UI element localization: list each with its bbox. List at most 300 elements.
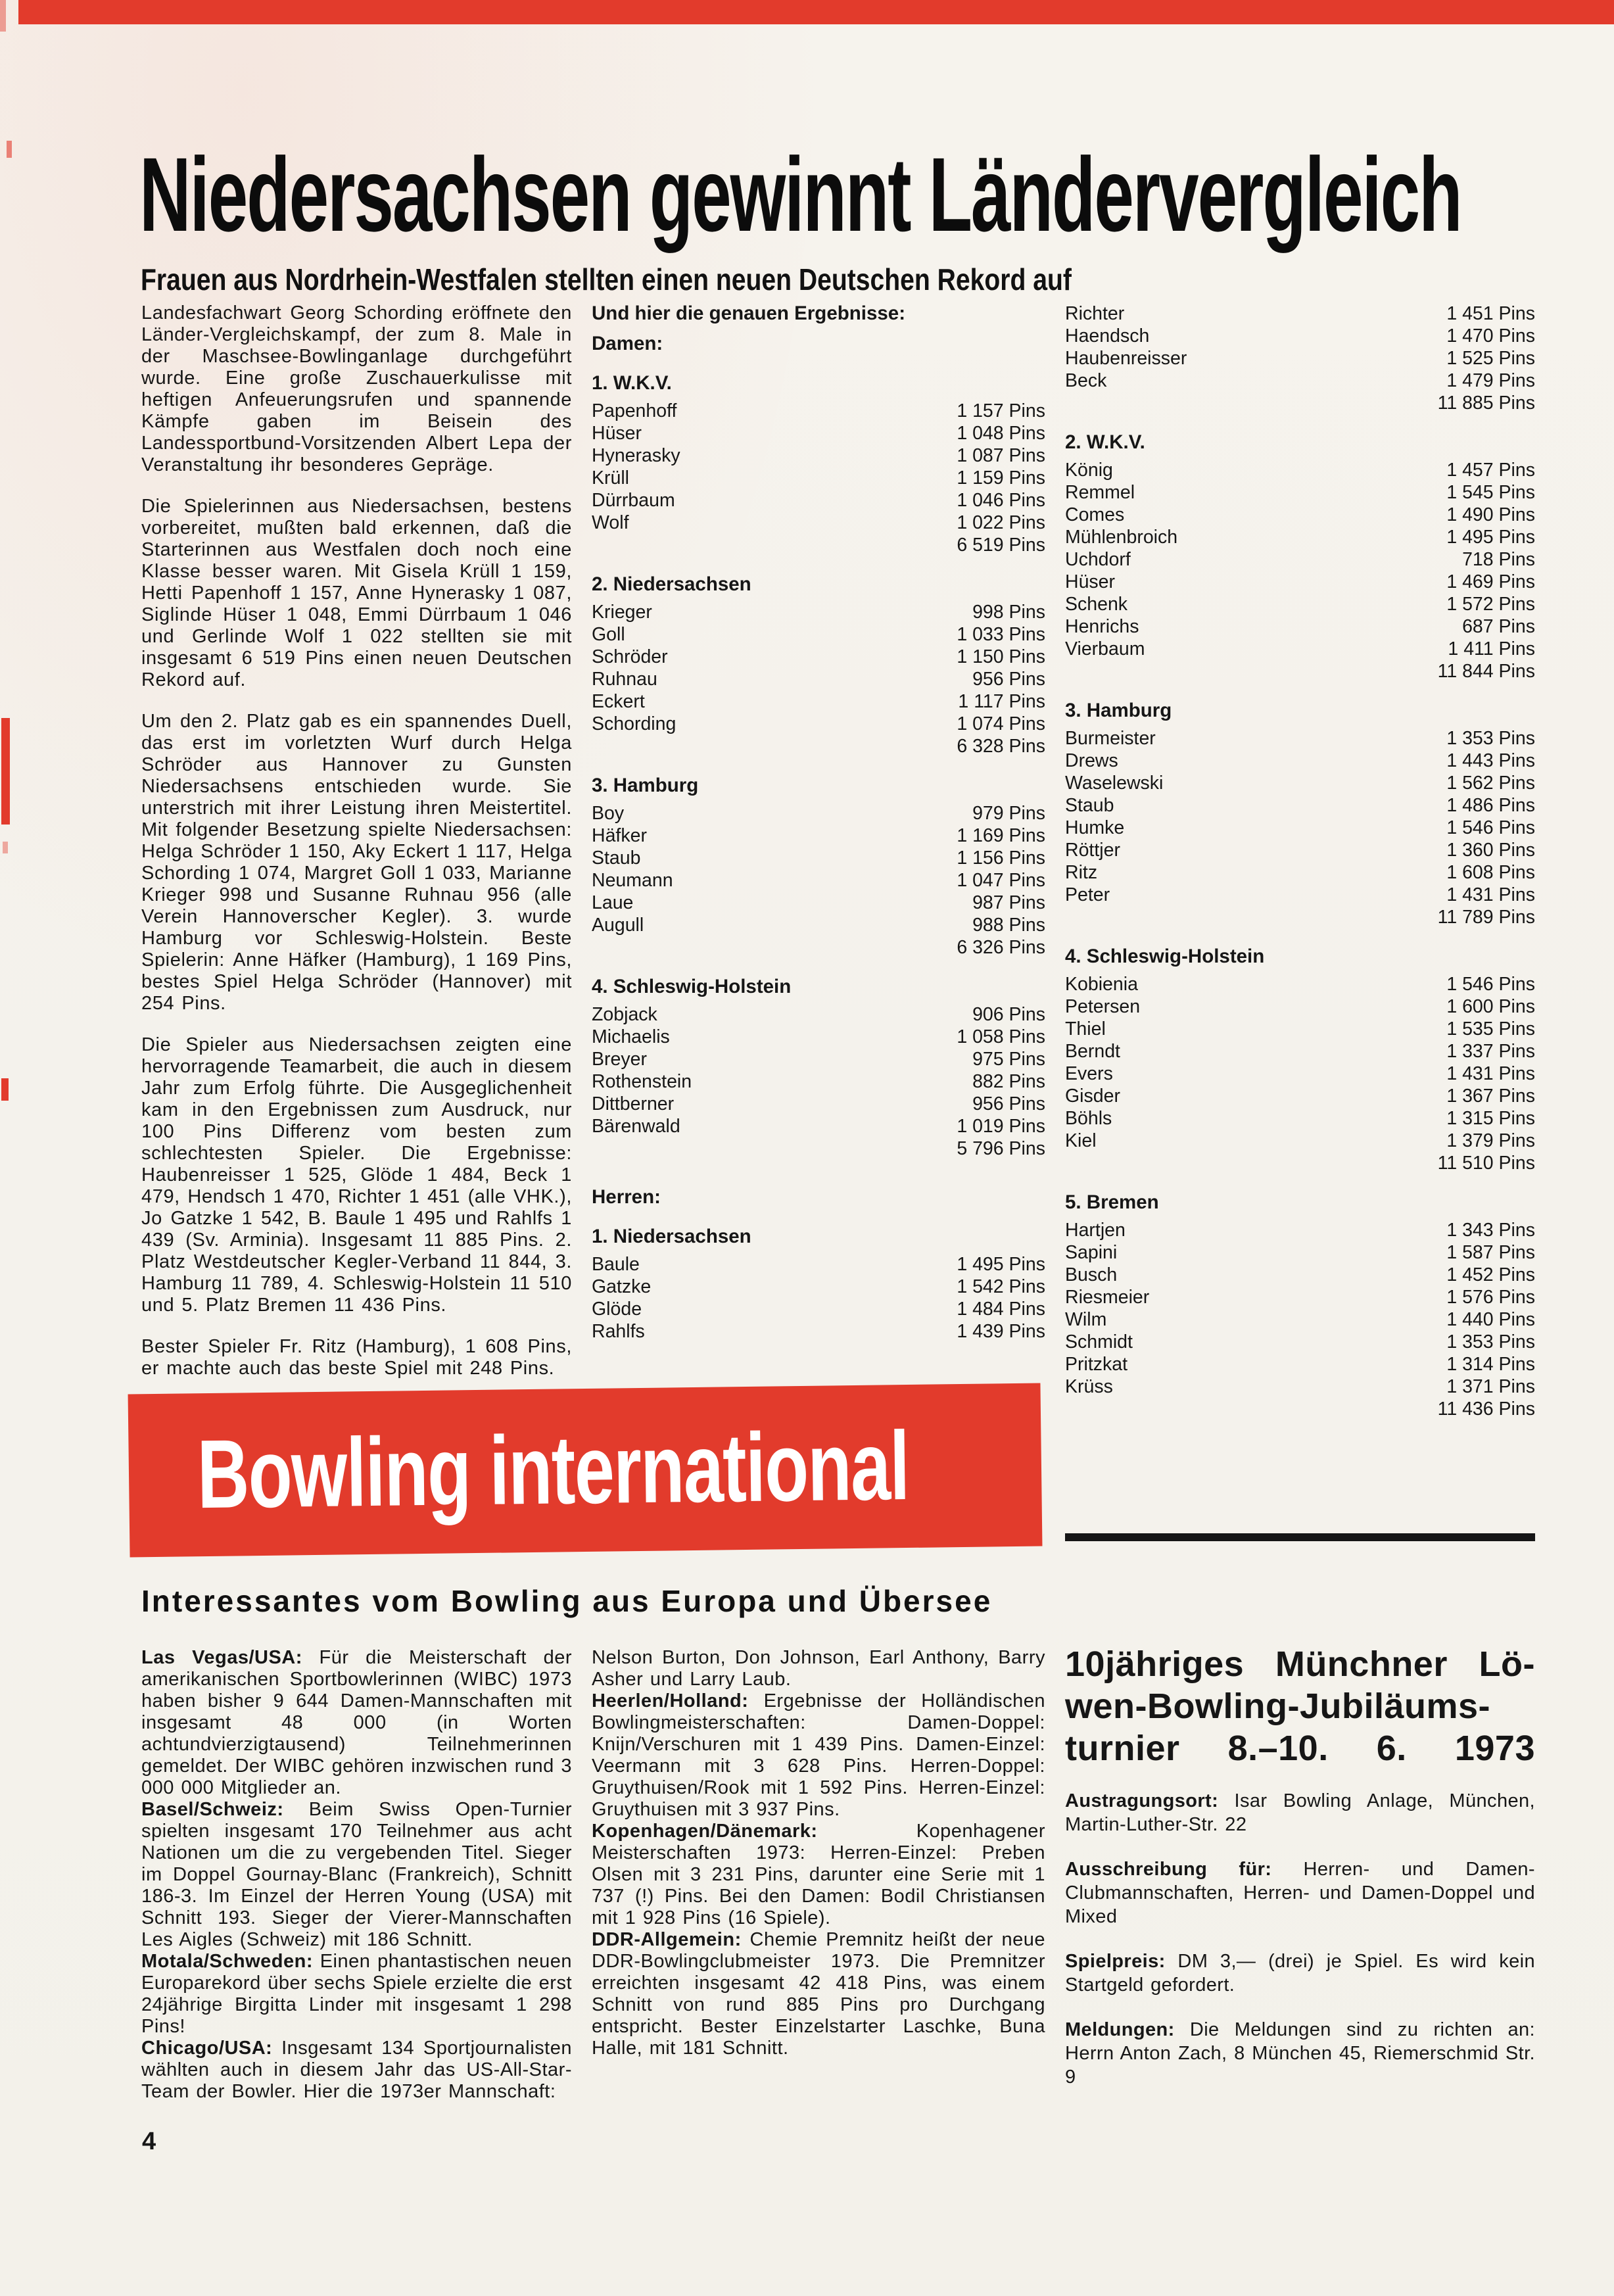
player-name: Krieger <box>592 602 652 623</box>
result-section <box>592 775 1045 959</box>
player-pins: 1 047 Pins <box>957 870 1045 891</box>
player-pins: 1 411 Pins <box>1448 638 1535 659</box>
news-text: Einen phantastischen neuen Europarekord über sechs Spiele erzielte die erst 24jährige Birgitta Linder mit insgesamt 1 298 Pins! <box>141 1951 572 2037</box>
result-row <box>1065 861 1535 884</box>
player-pins: 687 Pins <box>1462 616 1535 637</box>
result-row <box>592 668 1045 690</box>
team-total: 11 510 Pins <box>1437 1153 1535 1174</box>
result-row <box>592 1115 1045 1137</box>
news-item <box>592 1647 1045 1690</box>
player-pins: 1 608 Pins <box>1446 862 1535 883</box>
info-text: Isar Bowling Anlage, München, Martin-Luther-Str. 22 <box>1065 1790 1535 1835</box>
result-row <box>592 646 1045 668</box>
result-section <box>592 976 1045 1160</box>
tournament-heading <box>1065 1643 1535 1769</box>
result-row <box>1065 839 1535 861</box>
result-section-title: 4. Schleswig-Holstein <box>592 976 792 997</box>
result-row <box>1065 1063 1535 1085</box>
team-total: 11 885 Pins <box>1437 393 1535 414</box>
result-rows <box>1065 727 1535 906</box>
news-text: Kopenhagener Meisterschaften 1973: Herren-Einzel: Preben Olsen mit 3 231 Pins, darunter eine Serie mit 1 737 (!) Pins. Bei den Damen: Bodil Christiansen mit 1 928 Pins (16 Spiele). <box>592 1821 1045 1928</box>
player-name: Ruhnau <box>592 669 657 690</box>
result-row <box>1065 504 1535 526</box>
player-pins: 1 542 Pins <box>957 1276 1045 1297</box>
result-section-title: 1. W.K.V. <box>592 372 672 394</box>
info-label: Ausschreibung für: <box>1065 1859 1272 1880</box>
player-pins: 1 337 Pins <box>1446 1041 1535 1062</box>
result-row <box>592 869 1045 892</box>
result-row <box>592 802 1045 825</box>
player-pins: 1 587 Pins <box>1446 1242 1535 1263</box>
result-row <box>1065 1018 1535 1040</box>
player-pins: 1 576 Pins <box>1446 1287 1535 1308</box>
player-pins: 1 314 Pins <box>1446 1354 1535 1375</box>
player-name: Schording <box>592 713 676 734</box>
left-red-border-segment <box>7 141 12 158</box>
results-section <box>141 302 1535 1420</box>
player-pins: 1 490 Pins <box>1446 504 1535 525</box>
player-name: Thiel <box>1065 1018 1106 1040</box>
player-name: Schröder <box>592 646 668 667</box>
result-row <box>1065 1107 1535 1130</box>
info-text: Herren- und Damen-Clubmannschaften, Herren- und Damen-Doppel und Mixed <box>1065 1859 1535 1927</box>
tournament-info-item <box>1065 1857 1535 1928</box>
player-pins: 1 353 Pins <box>1446 728 1535 749</box>
player-pins: 718 Pins <box>1462 549 1535 570</box>
result-row <box>1065 459 1535 481</box>
results-column-right <box>1065 302 1535 1420</box>
news-item <box>592 1929 1045 2059</box>
result-row <box>1065 750 1535 772</box>
player-name: Evers <box>1065 1063 1113 1084</box>
article-body-column <box>141 302 572 1420</box>
result-row <box>592 400 1045 422</box>
damen-sections <box>592 372 1045 1160</box>
result-row <box>1065 302 1535 325</box>
result-row <box>592 1048 1045 1070</box>
result-section <box>1065 431 1535 682</box>
player-pins: 1 546 Pins <box>1446 817 1535 838</box>
player-pins: 1 452 Pins <box>1446 1264 1535 1285</box>
player-pins: 1 479 Pins <box>1446 370 1535 391</box>
dateline: Basel/Schweiz: <box>141 1799 284 1820</box>
player-pins: 1 117 Pins <box>958 691 1045 712</box>
result-section-title: 1. Niedersachsen <box>592 1226 751 1247</box>
team-total: 11 844 Pins <box>1437 661 1535 682</box>
result-row <box>1065 1308 1535 1331</box>
result-row <box>1065 638 1535 660</box>
info-label: Meldungen: <box>1065 2019 1175 2040</box>
result-row <box>592 892 1045 914</box>
subheadline: Frauen aus Nordrhein-Westfalen stellten einen neuen Deutschen Rekord auf <box>141 262 1072 297</box>
result-row <box>1065 1331 1535 1353</box>
dateline: Kopenhagen/Dänemark: <box>592 1821 818 1842</box>
player-name: Waselewski <box>1065 773 1164 794</box>
player-name: Riesmeier <box>1065 1287 1150 1308</box>
top-red-border <box>18 0 1614 24</box>
player-name: Staub <box>1065 795 1114 816</box>
result-section-title: 3. Hamburg <box>1065 700 1172 721</box>
player-pins: 1 367 Pins <box>1446 1086 1535 1107</box>
player-name: Beck <box>1065 370 1107 391</box>
player-name: Haubenreisser <box>1065 348 1187 369</box>
player-pins: 1 019 Pins <box>957 1116 1045 1137</box>
player-pins: 1 022 Pins <box>957 512 1045 533</box>
result-section-title: 5. Bremen <box>1065 1191 1159 1213</box>
team-total: 6 328 Pins <box>957 736 1045 757</box>
result-row <box>592 601 1045 623</box>
player-name: Hynerasky <box>592 445 680 466</box>
dateline: DDR-Allgemein: <box>592 1929 742 1950</box>
article-paragraph: Landesfachwart Georg Schording eröffnete den Länder-Vergleichskampf, der zum 8. Male in der Maschsee-Bowlinganlage durchgeführt wurde. Eine große Zuschauerkulisse mit heftigen Anfeuerungsrufen und spannende Kämpfe gaben im Beisein des Landessportbund-Vorsitzenden Albert Lepa der Veranstaltung ihr besonderes Gepräge. <box>141 302 572 475</box>
result-row <box>592 1298 1045 1320</box>
player-name: Pritzkat <box>1065 1354 1128 1375</box>
news-column-2 <box>592 1647 1045 2110</box>
player-pins: 1 443 Pins <box>1446 750 1535 771</box>
result-row <box>1065 884 1535 906</box>
player-name: Sapini <box>1065 1242 1118 1263</box>
result-rows <box>592 601 1045 735</box>
left-red-border-segment <box>1 718 10 825</box>
player-name: Peter <box>1065 884 1110 905</box>
player-pins: 1 074 Pins <box>957 713 1045 734</box>
result-row <box>1065 370 1535 392</box>
player-name: Hartjen <box>1065 1220 1126 1241</box>
international-section <box>141 1644 1535 2110</box>
headline: Niedersachsen gewinnt Ländervergleich <box>139 135 1461 253</box>
article-paragraph: Bester Spieler Fr. Ritz (Hamburg), 1 608 Pins, er machte auch das beste Spiel mit 248 Pins. <box>141 1336 572 1379</box>
result-row <box>1065 973 1535 995</box>
result-row <box>592 1093 1045 1115</box>
result-row <box>592 467 1045 489</box>
player-pins: 906 Pins <box>972 1004 1045 1025</box>
info-text: Die Meldungen sind zu richten an: Herrn Anton Zach, 8 München 45, Riemerschmid Str. 9 <box>1065 2019 1535 2088</box>
player-pins: 1 546 Pins <box>1446 974 1535 995</box>
result-row <box>592 690 1045 713</box>
player-name: Schenk <box>1065 594 1128 615</box>
dateline: Las Vegas/USA: <box>141 1647 302 1668</box>
article-paragraph: Die Spielerinnen aus Niedersachsen, bestens vorbereitet, mußten bald erkennen, daß die Starterinnen aus Westfalen doch noch eine Klasse besser waren. Mit Gisela Krüll 1 159, Hetti Papenhoff 1 157, Anne Hynerasky 1 087, Siglinde Hüser 1 048, Emmi Dürrbaum 1 046 und Gerlinde Wolf 1 022 stellten sie mit insgesamt 6 519 Pins einen neuen Deutschen Rekord auf. <box>141 496 572 690</box>
tournament-heading-line: turnier 8.–10. 6. 1973 <box>1065 1729 1535 1768</box>
result-section <box>592 573 1045 757</box>
info-label: Spielpreis: <box>1065 1951 1166 1972</box>
banner-title: Bowling international <box>197 1411 910 1529</box>
player-name: Kobienia <box>1065 974 1138 995</box>
player-name: Rahlfs <box>592 1321 645 1342</box>
player-pins: 1 048 Pins <box>957 423 1045 444</box>
result-rows <box>1065 302 1535 392</box>
player-name: Gisder <box>1065 1086 1120 1107</box>
player-name: Krüll <box>592 467 630 489</box>
news-text: Chemie Premnitz heißt der neue DDR-Bowlingclubmeister 1973. Die Premnitzer erreichten insgesamt 42 418 Pins, was einem Schnitt von rund 885 Pins pro Durchgang entspricht. Bester Einzelstarter Laschke, Buna Halle, mit 181 Schnitt. <box>592 1929 1045 2059</box>
tournament-heading-line: 10jähriges Münchner Lö- <box>1065 1644 1535 1684</box>
news-text: Insgesamt 134 Sportjournalisten wählten auch in diesem Jahr das US-All-Star-Team der Bowler. Hier die 1973er Mannschaft: <box>141 2038 572 2102</box>
player-pins: 1 343 Pins <box>1446 1220 1535 1241</box>
player-pins: 1 360 Pins <box>1446 840 1535 861</box>
player-pins: 1 572 Pins <box>1446 594 1535 615</box>
news-item <box>141 1951 572 2038</box>
result-row <box>1065 1040 1535 1063</box>
news-item <box>592 1690 1045 1821</box>
article-paragraph: Die Spieler aus Niedersachsen zeigten eine hervorragende Teamarbeit, die auch in diesem Jahr zum Erfolg führte. Die Ausgeglichenheit kam in den Ergebnissen zum Ausdruck, nur 100 Pins Differenz vom besten zum schlechtesten Spieler. Die Ergebnisse: Haubenreisser 1 525, Glöde 1 484, Beck 1 479, Hendsch 1 470, Richter 1 451 (alle VHK.), Jo Gatzke 1 542, B. Baule 1 495 und Rahlfs 1 439 (Sv. Arminia). Insgesamt 11 885 Pins. 2. Platz Westdeutscher Kegler-Verband 11 844, 3. Hamburg 11 789, 4. Schleswig-Holstein 11 510 und 5. Platz Bremen 11 436 Pins. <box>141 1034 572 1316</box>
results-intro: Und hier die genauen Ergebnisse: <box>592 302 906 324</box>
player-pins: 1 353 Pins <box>1446 1331 1535 1352</box>
divider-rule <box>1065 1533 1535 1541</box>
result-row <box>1065 526 1535 548</box>
player-name: Dittberner <box>592 1093 675 1114</box>
player-name: Krüss <box>1065 1376 1113 1397</box>
result-row <box>1065 817 1535 839</box>
result-row <box>1065 481 1535 504</box>
dateline: Motala/Schweden: <box>141 1951 313 1972</box>
player-pins: 1 371 Pins <box>1446 1376 1535 1397</box>
tournament-column <box>1065 1644 1535 2110</box>
player-name: Michaelis <box>592 1026 670 1047</box>
player-name: Röttjer <box>1065 840 1120 861</box>
player-name: Busch <box>1065 1264 1118 1285</box>
player-name: Goll <box>592 624 625 645</box>
player-name: König <box>1065 460 1113 481</box>
player-name: Remmel <box>1065 482 1135 503</box>
dateline: Chicago/USA: <box>141 2038 273 2059</box>
news-item <box>592 1821 1045 1929</box>
player-pins: 1 156 Pins <box>957 848 1045 869</box>
player-name: Schmidt <box>1065 1331 1133 1352</box>
result-rows <box>592 400 1045 534</box>
player-name: Wolf <box>592 512 629 533</box>
player-name: Staub <box>592 848 641 869</box>
player-name: Comes <box>1065 504 1125 525</box>
result-row <box>592 444 1045 467</box>
player-pins: 1 157 Pins <box>957 400 1045 421</box>
result-rows <box>1065 1219 1535 1398</box>
player-name: Bärenwald <box>592 1116 680 1137</box>
result-row <box>592 713 1045 735</box>
player-pins: 1 439 Pins <box>957 1321 1045 1342</box>
player-pins: 1 495 Pins <box>1446 527 1535 548</box>
result-row <box>1065 995 1535 1018</box>
result-rows <box>592 1003 1045 1137</box>
team-total: 6 326 Pins <box>957 937 1045 958</box>
article-paragraph: Um den 2. Platz gab es ein spannendes Duell, das erst im vorletzten Wurf durch Helga Schröder aus Hannover zu Gunsten Niedersachsens entschieden wurde. Sie unterstrich mit ihrer Leistung ihren Meistertitel. Mit folgender Besetzung spielte Niedersachsen: Helga Schröder 1 150, Aky Eckert 1 117, Helga Schording 1 074, Margret Goll 1 033, Marianne Krieger 998 und Susanne Ruhnau 956 (alle Verein Hannoverscher Kegler). 3. wurde Hamburg vor Schleswig-Holstein. Beste Spielerin: Anne Häfker (Hamburg), 1 169 Pins, bestes Spiel Helga Schröder (Hannover) mit 254 Pins. <box>141 711 572 1014</box>
player-name: Ritz <box>1065 862 1098 883</box>
result-rows <box>592 1253 1045 1343</box>
result-row <box>1065 347 1535 370</box>
info-text: DM 3,— (drei) je Spiel. Es wird kein Startgeld gefordert. <box>1065 1951 1535 1996</box>
result-rows <box>1065 459 1535 660</box>
result-row <box>592 512 1045 534</box>
news-text: Nelson Burton, Don Johnson, Earl Anthony, Barry Asher und Larry Laub. <box>592 1647 1045 1690</box>
news-column-1 <box>141 1647 572 2110</box>
result-row <box>592 422 1045 444</box>
player-name: Wilm <box>1065 1309 1107 1330</box>
player-pins: 1 046 Pins <box>957 490 1045 511</box>
herren-label: Herren: <box>592 1186 661 1208</box>
result-row <box>1065 1085 1535 1107</box>
player-name: Gatzke <box>592 1276 652 1297</box>
player-name: Boy <box>592 803 625 824</box>
player-pins: 1 525 Pins <box>1446 348 1535 369</box>
player-name: Papenhoff <box>592 400 677 421</box>
player-name: Hüser <box>592 423 642 444</box>
result-row <box>592 1320 1045 1343</box>
result-section <box>592 1226 1045 1343</box>
result-row <box>1065 1286 1535 1308</box>
player-pins: 1 562 Pins <box>1446 773 1535 794</box>
player-pins: 1 431 Pins <box>1446 1063 1535 1084</box>
player-name: Henrichs <box>1065 616 1139 637</box>
player-pins: 1 315 Pins <box>1446 1108 1535 1129</box>
player-pins: 1 087 Pins <box>957 445 1045 466</box>
result-row <box>1065 1264 1535 1286</box>
player-pins: 1 379 Pins <box>1446 1130 1535 1151</box>
left-red-border-segment <box>0 0 6 32</box>
player-name: Augull <box>592 915 644 936</box>
news-item <box>141 1647 572 1799</box>
player-name: Richter <box>1065 303 1125 324</box>
results-column-left <box>592 302 1045 1420</box>
player-pins: 1 457 Pins <box>1446 460 1535 481</box>
player-name: Neumann <box>592 870 673 891</box>
player-pins: 998 Pins <box>972 602 1045 623</box>
page-number: 4 <box>142 2128 156 2155</box>
result-rows <box>1065 973 1535 1152</box>
team-total: 6 519 Pins <box>957 535 1045 556</box>
player-name: Berndt <box>1065 1041 1120 1062</box>
news-text: Beim Swiss Open-Turnier spielten insgesamt 170 Teilnehmer aus acht Nationen um die zu vergebenden Titel. Sieger im Doppel Gournay-Blanc (Frankreich), Schnitt 186-3. Im Einzel der Herren Young (USA) mit Schnitt 193. Sieger der Vierer-Mannschaften Les Aigles (Schweiz) mit 186 Schnitt. <box>141 1799 572 1950</box>
result-row <box>592 1276 1045 1298</box>
player-pins: 1 058 Pins <box>957 1026 1045 1047</box>
player-name: Drews <box>1065 750 1118 771</box>
player-pins: 1 470 Pins <box>1446 325 1535 347</box>
team-total: 11 436 Pins <box>1437 1399 1535 1420</box>
result-section-title: 2. Niedersachsen <box>592 573 751 595</box>
left-red-border-segment <box>1 1078 9 1101</box>
tournament-info-item <box>1065 1789 1535 1836</box>
news-text: Für die Meisterschaft der amerikanischen Sportbowlerinnen (WIBC) 1973 haben bisher 9 644 Damen-Mannschaften mit insgesamt 48 000 (in Worten achtundvierzigtausend) Teilnehmerinnen gemeldet. Der WIBC gehören inzwischen rund 3 000 000 Mitglieder an. <box>141 1647 572 1798</box>
player-pins: 979 Pins <box>972 803 1045 824</box>
result-section-title: 3. Hamburg <box>592 775 699 796</box>
left-red-border-segment <box>3 842 8 853</box>
player-name: Baule <box>592 1254 640 1275</box>
result-row <box>1065 615 1535 638</box>
player-name: Hüser <box>1065 571 1116 592</box>
result-row <box>592 1003 1045 1026</box>
player-name: Glöde <box>592 1299 642 1320</box>
news-text: Ergebnisse der Holländischen Bowlingmeisterschaften: Damen-Doppel: Knijn/Verschuren mit 1 439 Pins. Damen-Einzel: Veermann mit 3 628 Pins. Herren-Doppel: Gruythuisen/Rook mit 1 592 Pins. Herren-Einzel: Gruythuisen mit 3 937 Pins. <box>592 1690 1045 1820</box>
result-section <box>1065 945 1535 1174</box>
team-total: 11 789 Pins <box>1437 907 1535 928</box>
team-total: 5 796 Pins <box>957 1138 1045 1159</box>
player-name: Häfker <box>592 825 647 846</box>
result-row <box>1065 593 1535 615</box>
tournament-details <box>1065 1789 1535 2089</box>
player-pins: 1 600 Pins <box>1446 996 1535 1017</box>
player-pins: 1 495 Pins <box>957 1254 1045 1275</box>
result-row <box>1065 727 1535 750</box>
player-name: Vierbaum <box>1065 638 1145 659</box>
player-name: Humke <box>1065 817 1125 838</box>
result-row <box>592 1026 1045 1048</box>
player-name: Zobjack <box>592 1004 657 1025</box>
damen-label: Damen: <box>592 333 663 354</box>
result-row <box>592 847 1045 869</box>
result-row <box>1065 1130 1535 1152</box>
news-item <box>141 1799 572 1951</box>
tournament-info-item <box>1065 1949 1535 1997</box>
player-pins: 988 Pins <box>972 915 1045 936</box>
player-name: Petersen <box>1065 996 1141 1017</box>
result-row <box>592 825 1045 847</box>
player-pins: 1 159 Pins <box>957 467 1045 489</box>
player-pins: 1 545 Pins <box>1446 482 1535 503</box>
result-row <box>1065 325 1535 347</box>
player-pins: 1 451 Pins <box>1446 303 1535 324</box>
result-row <box>1065 571 1535 593</box>
player-name: Mühlenbroich <box>1065 527 1178 548</box>
player-name: Kiel <box>1065 1130 1097 1151</box>
result-row <box>1065 1375 1535 1398</box>
result-row <box>1065 1353 1535 1375</box>
player-pins: 1 431 Pins <box>1446 884 1535 905</box>
bowling-international-banner <box>128 1383 1043 1558</box>
result-section <box>1065 302 1535 414</box>
player-name: Laue <box>592 892 634 913</box>
result-rows <box>592 802 1045 936</box>
result-row <box>1065 548 1535 571</box>
player-pins: 1 033 Pins <box>957 624 1045 645</box>
result-section <box>1065 700 1535 928</box>
tournament-info-item <box>1065 2018 1535 2089</box>
player-name: Eckert <box>592 691 645 712</box>
player-pins: 1 484 Pins <box>957 1299 1045 1320</box>
result-section-title: 4. Schleswig-Holstein <box>1065 945 1265 967</box>
player-pins: 1 535 Pins <box>1446 1018 1535 1040</box>
player-pins: 956 Pins <box>972 669 1045 690</box>
player-name: Uchdorf <box>1065 549 1131 570</box>
player-name: Rothenstein <box>592 1071 692 1092</box>
player-pins: 956 Pins <box>972 1093 1045 1114</box>
result-row <box>592 489 1045 512</box>
result-row <box>1065 772 1535 794</box>
result-row <box>592 1070 1045 1093</box>
result-row <box>592 623 1045 646</box>
result-row <box>592 1253 1045 1276</box>
player-name: Burmeister <box>1065 728 1156 749</box>
news-item <box>141 2038 572 2103</box>
international-subheadline: Interessantes vom Bowling aus Europa und Übersee <box>141 1584 993 1618</box>
player-pins: 1 486 Pins <box>1446 795 1535 816</box>
result-section <box>592 372 1045 556</box>
result-row <box>1065 794 1535 817</box>
player-name: Dürrbaum <box>592 490 675 511</box>
result-row <box>1065 1219 1535 1241</box>
result-section-title: 2. W.K.V. <box>1065 431 1145 453</box>
player-pins: 1 169 Pins <box>957 825 1045 846</box>
player-name: Breyer <box>592 1049 647 1070</box>
player-pins: 1 150 Pins <box>957 646 1045 667</box>
player-pins: 1 440 Pins <box>1446 1309 1535 1330</box>
player-pins: 975 Pins <box>972 1049 1045 1070</box>
player-pins: 1 469 Pins <box>1446 571 1535 592</box>
result-row <box>592 914 1045 936</box>
player-name: Böhls <box>1065 1108 1112 1129</box>
dateline: Heerlen/Holland: <box>592 1690 749 1711</box>
player-pins: 987 Pins <box>972 892 1045 913</box>
player-pins: 882 Pins <box>972 1071 1045 1092</box>
result-row <box>1065 1241 1535 1264</box>
result-section <box>1065 1191 1535 1420</box>
